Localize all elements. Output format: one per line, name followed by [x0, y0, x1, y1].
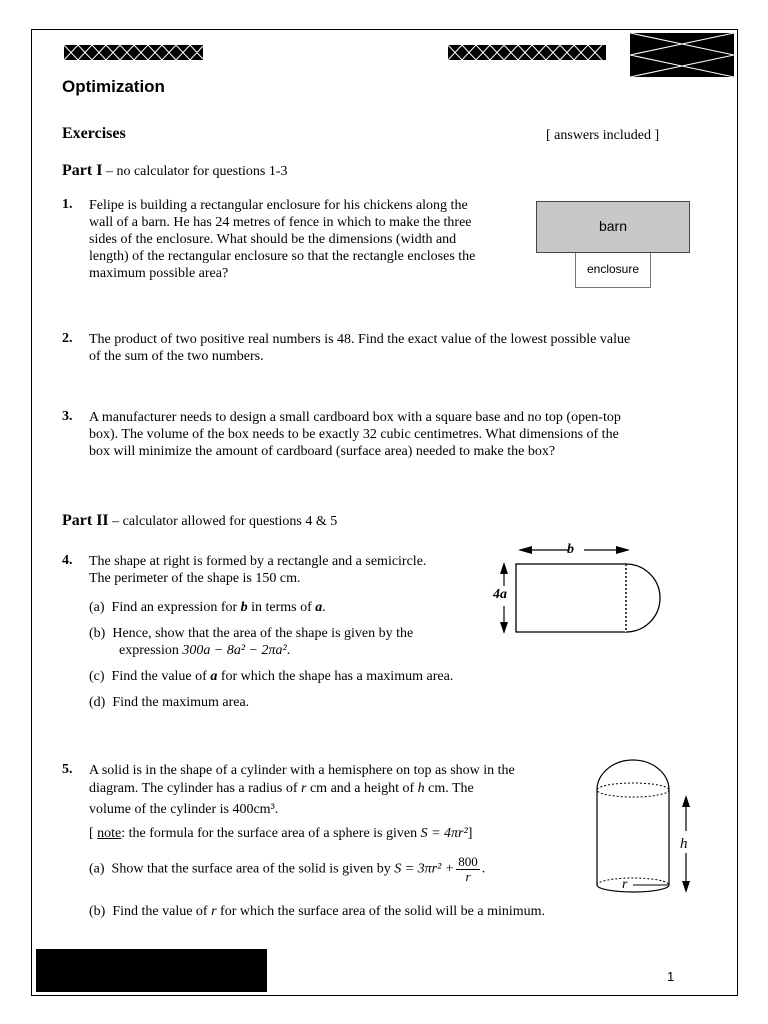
question-number: 5. [62, 762, 73, 777]
part-1-heading: Part I – no calculator for questions 1-3 [62, 162, 288, 179]
question-5-note: [ note: the formula for the surface area of a sphere is given S = 4πr²] [89, 826, 473, 841]
question-5-line1: A solid is in the shape of a cylinder with a hemisphere on top as show in the [89, 763, 515, 778]
page-number: 1 [667, 969, 675, 984]
height-label: 4a [493, 587, 507, 602]
question-5-line3: volume of the cylinder is 400cm³. [89, 802, 279, 817]
question-4-intro: The shape at right is formed by a rectangle and a semicircle. The perimeter of the shape is 150 cm. [89, 554, 427, 586]
question-4b: (b) Hence, show that the area of the shape is given by the [89, 626, 414, 641]
height-label: h [680, 836, 688, 852]
question-number: 4. [62, 553, 73, 568]
redaction-block [448, 45, 606, 60]
redaction-block [630, 33, 734, 77]
question-2-text: The product of two positive real numbers is 48. Find the exact value of the lowest possible value of the sum of the two numbers. [89, 332, 631, 364]
enclosure-box: enclosure [575, 253, 651, 288]
question-5-line2: diagram. The cylinder has a radius of r cm and a height of h cm. The [89, 781, 474, 796]
radius-label: r [622, 877, 628, 892]
part-2-heading: Part II – calculator allowed for questions 4 & 5 [62, 512, 338, 529]
question-3-text: A manufacturer needs to design a small cardboard box with a square base and no top (open-top box). The volume of the box needs to be exactly 32 cubic centimetres. What dimensions of the box will minimize the amount of cardboard (surface area) needed to make the box? [89, 410, 621, 459]
question-number: 1. [62, 197, 73, 212]
answers-note: [ answers included ] [546, 128, 660, 143]
question-4d: (d) Find the maximum area. [89, 695, 250, 710]
cylinder-hemisphere-diagram [590, 755, 700, 905]
barn-box: barn [536, 201, 690, 253]
question-4c: (c) Find the value of a for which the shape has a maximum area. [89, 669, 454, 684]
question-number: 2. [62, 331, 73, 346]
rectangle-semicircle-diagram [486, 540, 671, 640]
question-number: 3. [62, 409, 73, 424]
page-title: Optimization [62, 77, 165, 96]
question-5b: (b) Find the value of r for which the surface area of the solid will be a minimum. [89, 904, 546, 919]
redaction-block [64, 45, 203, 60]
exercises-heading: Exercises [62, 125, 126, 142]
width-label: b [567, 542, 574, 557]
question-5a: (a) Show that the surface area of the solid is given by S = 3πr² + $\frac{800}{r}$ . [89, 854, 486, 884]
question-4b-expression: expression 300a − 8a² − 2πa². [119, 643, 291, 658]
question-4a: (a) Find an expression for b in terms of a. [89, 600, 326, 615]
redaction-block [36, 949, 267, 992]
question-1-text: Felipe is building a rectangular enclosure for his chickens along the wall of a barn. He has 24 metres of fence in which to make the three sides of the enclosure. What should be the dimensions (width and length) of the rectangular enclosure so that the rectangle encloses the maximum possible area? [89, 198, 476, 281]
